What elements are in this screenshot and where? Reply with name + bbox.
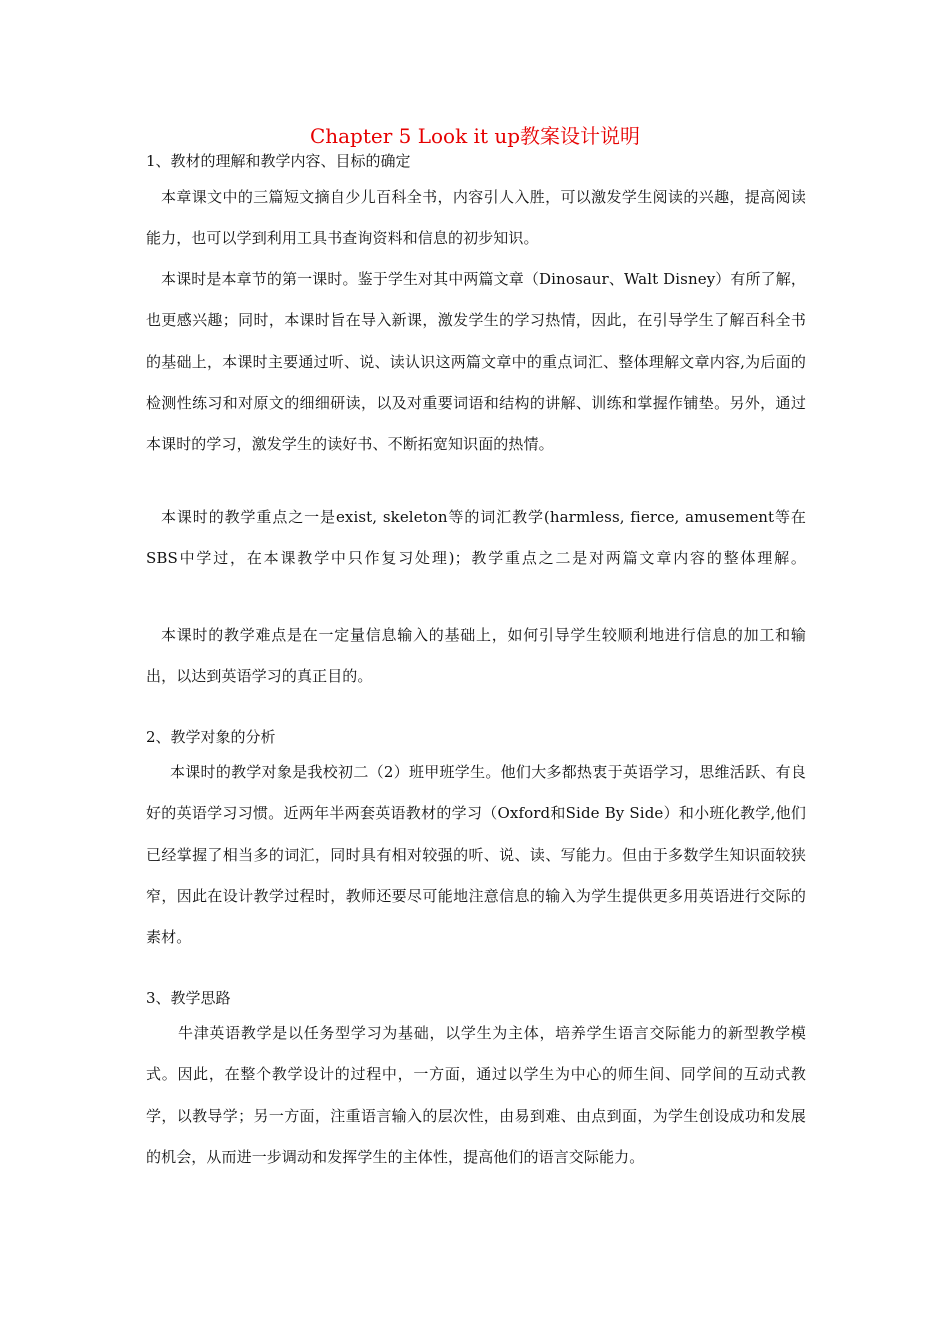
document-title: Chapter 5 Look it up教案设计说明 (309, 124, 641, 148)
section-2-heading: 2、教学对象的分析 (146, 728, 276, 746)
section-2-paragraph-1: 本课时的教学对象是我校初二（2）班甲班学生。他们大多都热衷于英语学习，思维活跃、有良好的英语学习习惯。近两年半两套英语教材的学习（Oxford和Side By Side）和小班化教学,他们已经掌握了相当多的词汇，同时具有相对较强的听、说、读、写能力。但由于多数学生知识面较狭窄，因此在设计教学过程时，教师还要尽可能地注意信息的输入为学生提供更多用英语进行交际的素材。 (146, 763, 806, 947)
section-1-paragraph-2: 本课时是本章节的第一课时。鉴于学生对其中两篇文章（Dinosaur、Walt Disney）有所了解，也更感兴趣；同时，本课时旨在导入新课，激发学生的学习热情，因此，在引导学生了解百科全书的基础上，本课时主要通过听、说、读认识这两篇文章中的重点词汇、整体理解文章内容,为后面的检测性练习和对原文的细细研读，以及对重要词语和结构的讲解、训练和掌握作铺垫。另外，通过本课时的学习，激发学生的读好书、不断拓宽知识面的热情。 (146, 270, 806, 454)
section-1-heading: 1、教材的理解和教学内容、目标的确定 (146, 152, 411, 170)
section-1-paragraph-4: 本课时的教学难点是在一定量信息输入的基础上，如何引导学生较顺利地进行信息的加工和输出，以达到英语学习的真正目的。 (146, 626, 806, 686)
section-3-heading: 3、教学思路 (146, 989, 231, 1007)
section-1-paragraph-1: 本章课文中的三篇短文摘自少儿百科全书，内容引人入胜，可以激发学生阅读的兴趣，提高阅读能力，也可以学到利用工具书查询资料和信息的初步知识。 (146, 188, 806, 248)
section-3-paragraph-1: 牛津英语教学是以任务型学习为基础，以学生为主体，培养学生语言交际能力的新型教学模式。因此，在整个教学设计的过程中，一方面，通过以学生为中心的师生间、同学间的互动式教学，以教导学；另一方面，注重语言输入的层次性，由易到难、由点到面，为学生创设成功和发展的机会，从而进一步调动和发挥学生的主体性，提高他们的语言交际能力。 (146, 1024, 806, 1166)
section-1-paragraph-3: 本课时的教学重点之一是exist, skeleton等的词汇教学(harmless, fierce, amusement等在SBS中学过，在本课教学中只作复习处理)；教学重点之二是对两篇文章内容的整体理解。 (146, 508, 806, 568)
